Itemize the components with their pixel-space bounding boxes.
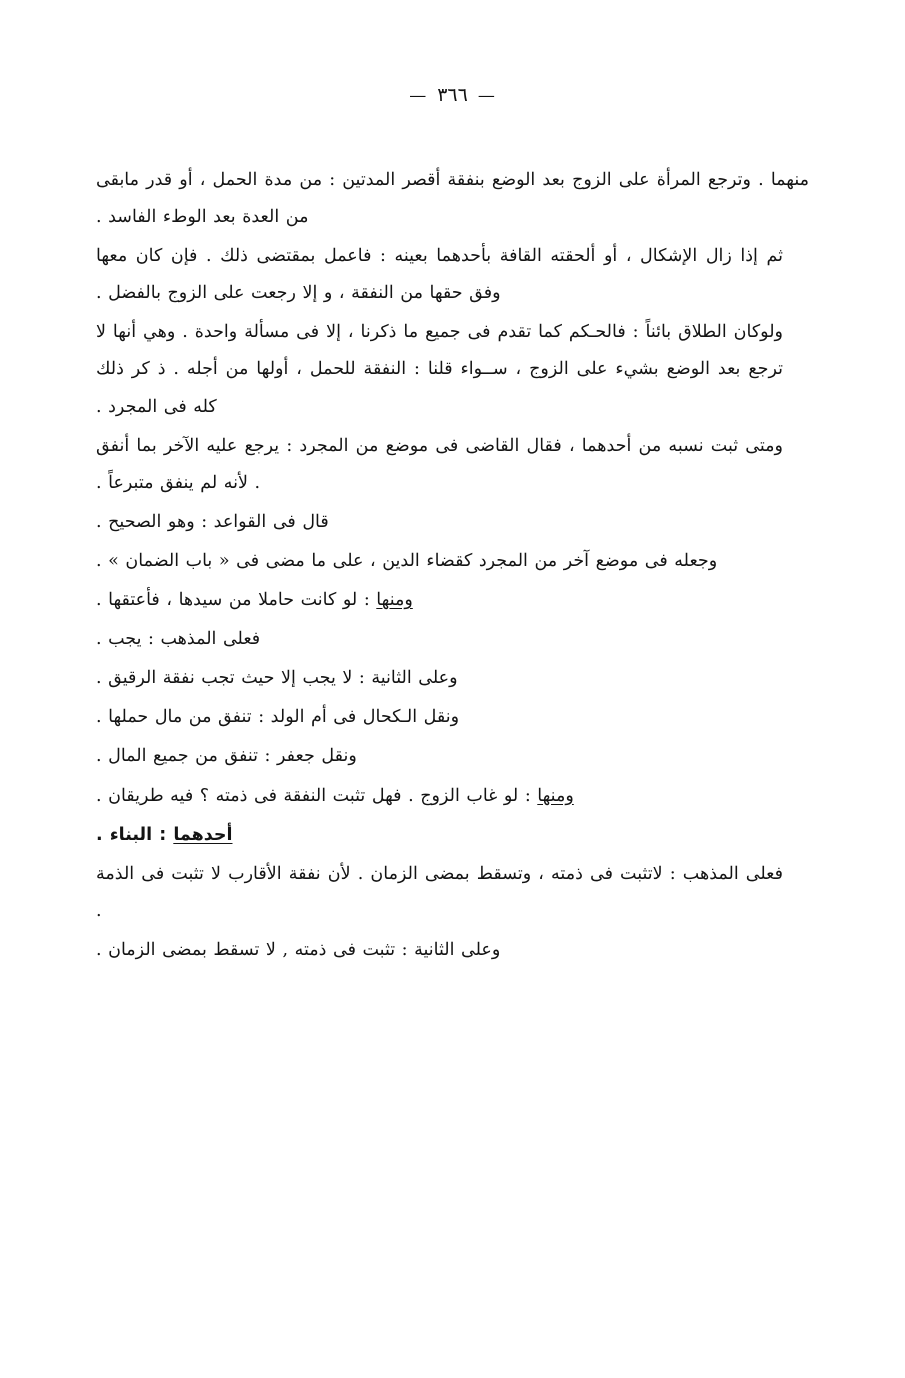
body-text [96,162,809,969]
paragraph: ونقل الـكحال فى أم الولد : تنفق من مال حملها . [96,707,460,728]
page-number-value: ٣٦٦ [437,84,468,106]
paragraph: ولوكان الطلاق بائناً : فالحـكم كما تقدم فى جميع ما ذكرنا ، إلا فى مسألة واحدة . وهي أنها لا ترجع بعد الوضع بشيء على الزوج ، ســواء قلنا : النفقة للحمل ، أولها من أجله . ذ كر ذلك كله فى المجرد . [96,322,783,417]
paragraph: فعلى المذهب : يجب . [96,629,261,650]
paragraph: وعلى الثانية : تثبت فى ذمته , لا تسقط بمضى الزمان . [96,939,501,960]
underlined-keyword: ومنها [537,785,574,806]
paragraph: فعلى المذهب : لاتثبت فى ذمته ، وتسقط بمضى الزمان . لأن نفقة الأقارب لا تثبت فى الذمة . [96,863,783,921]
underlined-keyword: ومنها [376,590,413,611]
paragraph: ومتى ثبت نسبه من أحدهما ، فقال القاضى فى موضع من المجرد : يرجع عليه الآخر بما أنفق . لأنه لم ينفق متبرعاً . [96,435,783,493]
paragraph: وجعله فى موضع آخر من المجرد كقضاء الدين ، على ما مضى فى « باب الضمان » . [96,550,718,571]
paragraph: منهما . وترجع المرأة على الزوج بعد الوضع بنفقة أقصر المدتين : من مدة الحمل ، أو قدر مابقى من العدة بعد الوطء الفاسد . [96,170,809,228]
page-number [96,84,809,106]
paragraph-with-underline: ومنها : لو غاب الزوج . فهل تثبت النفقة فى ذمته ؟ فيه طريقان . [96,785,574,806]
paragraph-with-underline: ومنها : لو كانت حاملا من سيدها ، فأعتقها . [96,590,413,611]
paragraph: ونقل جعفر : تنفق من جميع المال . [96,746,357,767]
paragraph-handwritten: أحدهما : البناء . [96,824,233,845]
paragraph: ثم إذا زال الإشكال ، أو ألحقته القافة بأحدهما بعينه : فاعمل بمقتضى ذلك . فإن كان معها وفق حقها من النفقة ، و إلا رجعت على الزوج بالفضل . [96,246,783,304]
underlined-keyword: أحدهما [173,824,233,845]
page-number-dash-right: — [409,86,428,106]
paragraph: قال فى القواعد : وهو الصحيح . [96,511,329,532]
paragraph: وعلى الثانية : لا يجب إلا حيث تجب نفقة الرقيق . [96,668,458,689]
page-number-dash-left: — [477,86,496,106]
